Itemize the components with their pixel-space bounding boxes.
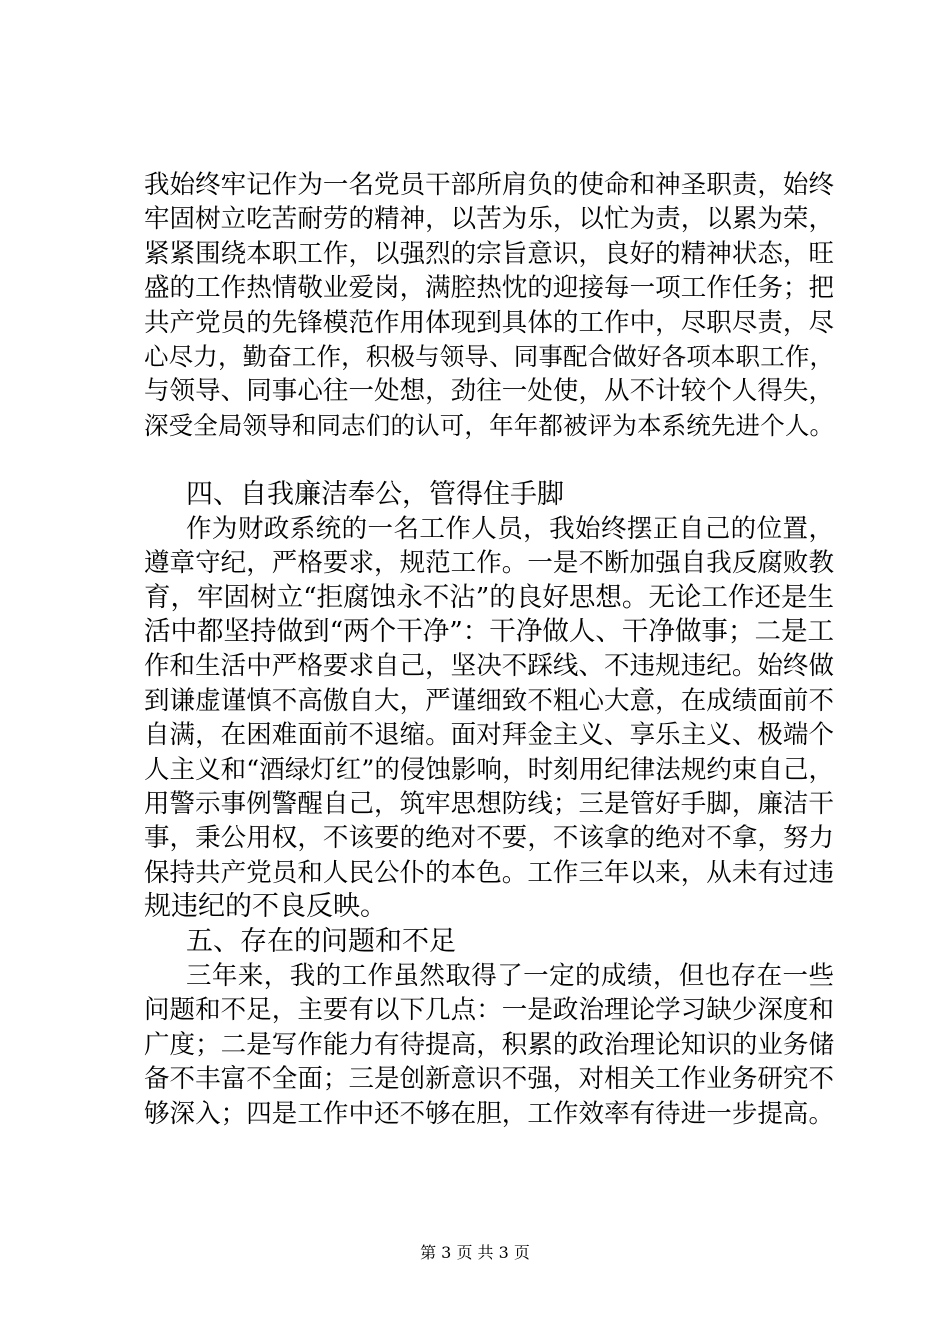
- text-line: 紧紧围绕本职工作，以强烈的宗旨意识，良好的精神状态，旺: [144, 238, 834, 269]
- text-line: 活中都坚持做到“两个干净”：干净做人、干净做事；二是工: [144, 616, 834, 648]
- text-line: 遵章守纪，严格要求，规范工作。一是不断加强自我反腐败教: [144, 548, 834, 579]
- text-line: 深受全局领导和同志们的认可，年年都被评为本系统先进个人。: [144, 410, 834, 440]
- text-line: 规违纪的不良反映。: [144, 891, 387, 923]
- text-line: 我始终牢记作为一名党员干部所肩负的使命和神圣职责，始终: [144, 170, 834, 200]
- paragraph-commitment: [144, 168, 834, 443]
- text-line: 够深入；四是工作中还不够在胆，工作效率有待进一步提高。: [144, 1098, 834, 1129]
- text-line: 保持共产党员和人民公仆的本色。工作三年以来，从未有过违: [144, 857, 834, 888]
- paragraph-integrity: [144, 512, 834, 925]
- document-body: [144, 168, 834, 1131]
- text-line: 备不丰富不全面；三是创新意识不强，对相关工作业务研究不: [144, 1064, 834, 1095]
- section-heading-problems: 五、存在的问题和不足: [186, 925, 456, 957]
- text-line: 用警示事例警醒自己，筑牢思想防线；三是管好手脚，廉洁干: [144, 789, 834, 820]
- text-line: 作和生活中严格要求自己，坚决不踩线、不违规违纪。始终做: [144, 651, 834, 682]
- paragraph-gap: [144, 443, 834, 477]
- text-line: 自满，在困难面前不退缩。面对拜金主义、享乐主义、极端个: [144, 720, 834, 751]
- text-line: 问题和不足，主要有以下几点：一是政治理论学习缺少深度和: [144, 995, 834, 1026]
- text-line: 心尽力，勤奋工作，积极与领导、同事配合做好各项本职工作，: [144, 341, 834, 371]
- text-line: 人主义和“酒绿灯红”的侵蚀影响，时刻用纪律法规约束自己，: [144, 754, 834, 785]
- page-footer: 第 3 页 共 3 页: [420, 1243, 530, 1262]
- text-line: 到谦虚谨慎不高傲自大，严谨细致不粗心大意，在成绩面前不: [144, 685, 834, 716]
- section-heading-integrity: 四、自我廉洁奉公，管得住手脚: [186, 478, 564, 510]
- text-line: 牢固树立吃苦耐劳的精神，以苦为乐，以忙为责，以累为荣，: [144, 204, 834, 235]
- text-line: 事，秉公用权，不该要的绝对不要，不该拿的绝对不拿，努力: [144, 823, 834, 854]
- text-line: 三年来，我的工作虽然取得了一定的成绩，但也存在一些: [186, 960, 834, 991]
- text-line: 育，牢固树立“拒腐蚀永不沾”的良好思想。无论工作还是生: [144, 581, 834, 613]
- text-line: 盛的工作热情敬业爱岗，满腔热忱的迎接每一项工作任务；把: [144, 273, 834, 304]
- text-line: 广度；二是写作能力有待提高，积累的政治理论知识的业务储: [144, 1029, 834, 1060]
- paragraph-problems: [144, 959, 834, 1131]
- text-line: 共产党员的先锋模范作用体现到具体的工作中，尽职尽责，尽: [144, 307, 834, 338]
- text-line: 作为财政系统的一名工作人员，我始终摆正自己的位置，: [186, 513, 834, 544]
- text-line: 与领导、同事心往一处想，劲往一处使，从不计较个人得失，: [144, 376, 834, 407]
